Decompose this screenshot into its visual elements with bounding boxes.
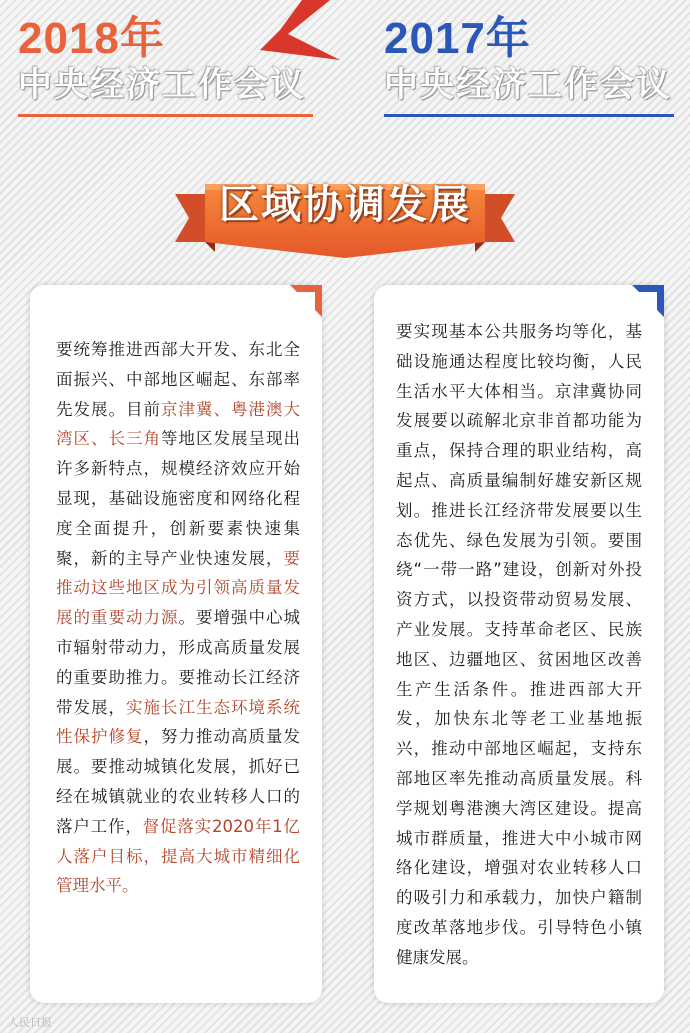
watermark: 人民日报	[8, 1016, 52, 1029]
text-segment: ，努力推动高质量发展。要推动城镇化发展，抓好已经在城镇就业的农业转移人口的落户工作，	[56, 727, 300, 836]
meeting-2017-title: 中央经济工作会议	[384, 65, 672, 105]
header-2017	[384, 14, 674, 117]
underline-2018	[18, 114, 313, 117]
header-2018	[18, 14, 313, 117]
year-2017-label: 2017年	[384, 14, 531, 63]
year-2018-label: 2018年	[18, 14, 165, 63]
card-2017	[374, 285, 664, 1003]
corner-arrow-blue-icon	[628, 281, 668, 321]
card-2018	[30, 285, 322, 1003]
section-title: 区域协调发展	[219, 182, 471, 228]
highlight-text-segment: 要推动这些地区成为引领高质量发展的重要动力源	[56, 548, 300, 628]
highlight-text-segment: 京津冀、粤港澳大湾区、长三角	[56, 399, 300, 449]
card-2017-text: 要实现基本公共服务均等化，基础设施通达程度比较均衡，人民生活水平大体相当。京津冀协同发展要以疏解北京非首都功能为重点，保持合理的职业结构，高起点、高质量编制好雄安新区规划。推进长江经济带发展要以生态优先、绿色发展为引领。要围绕“一带一路”建设，创新对外投资方式，以投资带动贸易发展、产业发展。支持革命老区、民族地区、边疆地区、贫困地区改善生产生活条件。推进西部大开发，加快东北等老工业基地振兴，推动中部地区崛起，支持东部地区率先推动高质量发展。科学规划粤港澳大湾区建设。提高城市群质量，推进大中小城市网络化建设，增强对农业转移人口的吸引力和承载力，加快户籍制度改革落地步伐。引导特色小镇健康发展。	[396, 322, 642, 967]
highlight-text-segment: 实施长江生态环境系统性保护修复	[56, 697, 300, 747]
text-segment: 。要增强中心城市辐射带动力，形成高质量发展的重要助推力。要推动长江经济带发展，	[56, 608, 300, 717]
text-segment: 要统筹推进西部大开发、东北全面振兴、中部地区崛起、东部率先发展。目前	[56, 340, 300, 419]
meeting-2018-title: 中央经济工作会议	[18, 65, 306, 105]
text-segment: 等地区发展呈现出许多新特点，规模经济效应开始显现，基础设施密度和网络化程度全面提升，创新要素快速集聚，新的主导产业快速发展，	[56, 429, 300, 568]
title-banner	[175, 172, 515, 262]
underline-2017	[384, 114, 674, 117]
highlight-text-segment: 督促落实2020年1亿人落户目标，提高大城市精细化管理水平。	[56, 816, 300, 896]
card-2018-text	[56, 335, 300, 901]
corner-arrow-orange-icon	[286, 281, 326, 321]
